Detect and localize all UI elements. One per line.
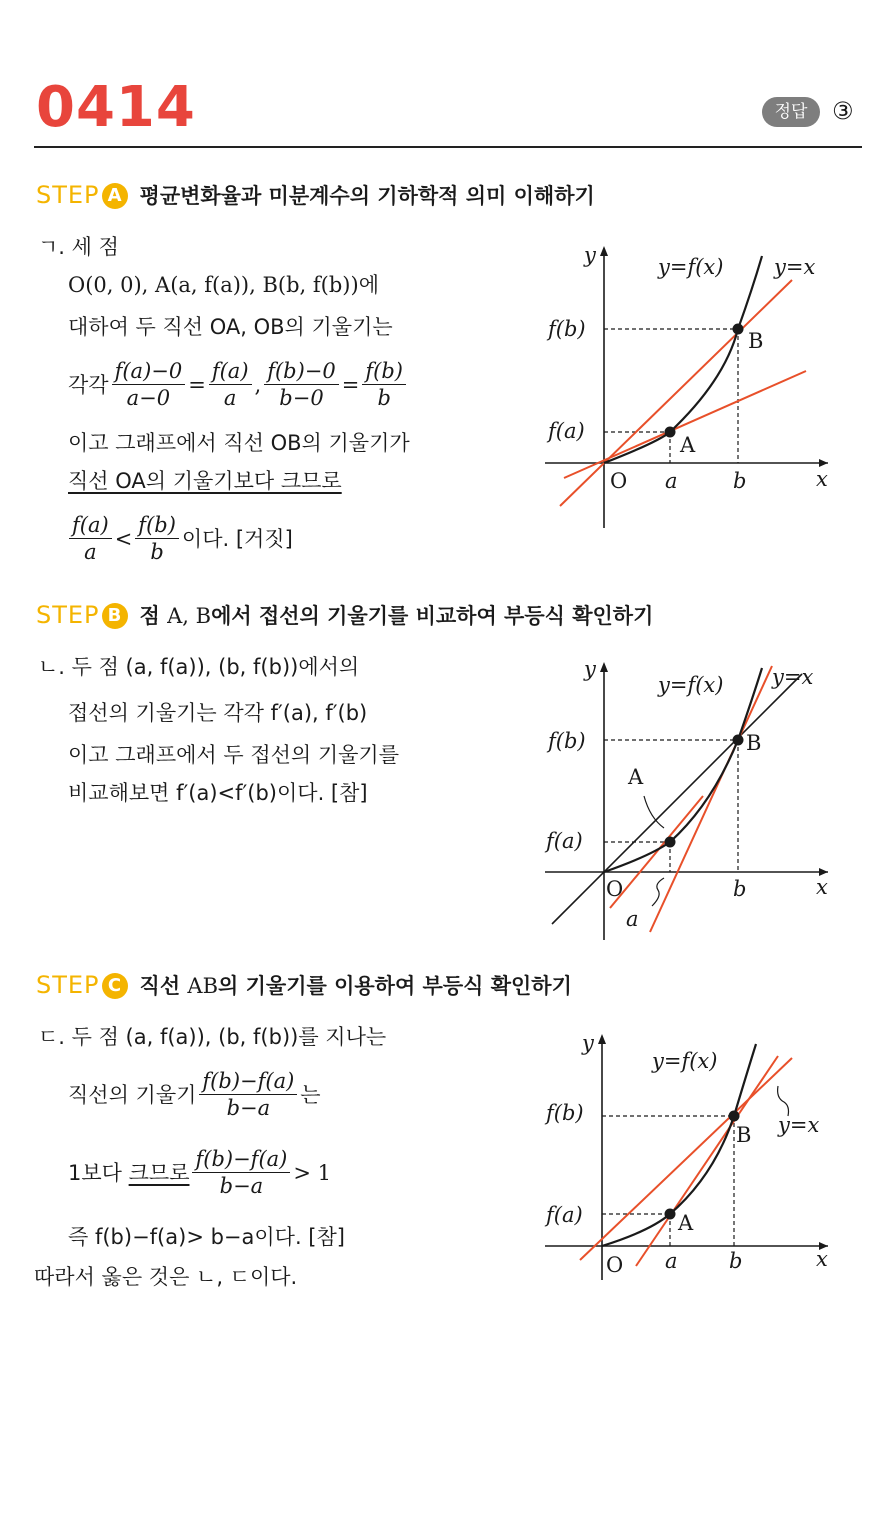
line-y-eq-x <box>552 674 802 924</box>
step-title-part: 직선 <box>139 974 188 998</box>
graph-b <box>540 656 840 946</box>
graph-c <box>540 1026 840 1286</box>
a-label: a <box>665 1249 678 1273</box>
x-axis-arrow <box>819 459 828 467</box>
callout-a <box>644 796 664 828</box>
step-a-line-2: O(0, 0), A(a, f(a)), B(b, f(b))에 <box>68 273 379 297</box>
x-label: x <box>816 875 828 899</box>
step-c-line-3-suffix: > 1 <box>293 1160 331 1185</box>
step-c-line-4: 즉 f(b)−f(a)> b−a이다. [참] <box>68 1225 345 1249</box>
fraction-numerator: f(b)−f(a) <box>199 1068 297 1095</box>
fraction-denominator: a−0 <box>126 386 171 410</box>
line-label: y=x <box>772 665 814 689</box>
step-word: STEP <box>36 181 100 209</box>
fraction-numerator: f(a) <box>69 512 112 539</box>
equals-sign: = <box>341 372 360 397</box>
fraction-fa-over-a <box>69 512 112 565</box>
fa-label: f(a) <box>548 419 585 443</box>
step-a-line-1: ㄱ. 세 점 <box>38 235 119 259</box>
step-b-line-2: 접선의 기울기는 각각 f′(a), f′(b) <box>68 701 368 725</box>
step-title-part: 점 <box>139 604 168 628</box>
step-b-heading <box>36 598 653 633</box>
b-label: b <box>733 877 747 901</box>
point-a <box>665 427 676 438</box>
step-letter-badge: B <box>102 603 128 629</box>
line-oa <box>564 371 806 478</box>
point-a-label: A <box>680 433 696 457</box>
step-c-line-3-prefix: 1보다 <box>68 1160 122 1185</box>
b-label: b <box>733 469 747 493</box>
line-label: y=x <box>774 255 816 279</box>
y-axis-arrow <box>600 246 608 256</box>
line-label: y=x <box>778 1113 820 1137</box>
step-a-line-3: 대하여 두 직선 OA, OB의 기울기는 <box>68 315 393 339</box>
point-a-label: A <box>628 765 644 789</box>
point-b <box>733 735 744 746</box>
curve-label: y=f(x) <box>652 1049 718 1073</box>
fraction-ob-simplified <box>362 358 406 411</box>
x-label: x <box>816 1247 828 1271</box>
fraction-numerator: f(b)−0 <box>264 358 339 385</box>
point-a <box>665 837 676 848</box>
point-b <box>729 1111 740 1122</box>
fraction-numerator: f(b) <box>135 512 179 539</box>
step-a-line-4-prefix: 각각 <box>68 372 109 397</box>
point-b-label: B <box>748 329 764 353</box>
a-label: a <box>626 907 639 931</box>
step-a-line-5: 이고 그래프에서 직선 OB의 기울기가 <box>68 431 410 455</box>
y-label: y <box>582 1031 594 1055</box>
step-a-line-6: 직선 OA의 기울기보다 크므로 <box>68 469 342 493</box>
step-title-points: A, B <box>167 604 212 628</box>
b-label: b <box>729 1249 743 1273</box>
fraction-numerator: f(a) <box>209 358 252 385</box>
step-letter-badge: C <box>102 973 128 999</box>
y-label: y <box>584 243 596 267</box>
x-label: x <box>816 467 828 491</box>
fraction-fb-over-b <box>135 512 179 565</box>
fraction-numerator: f(b)−f(a) <box>192 1146 290 1173</box>
step-c-line-2-prefix: 직선의 기울기 <box>68 1082 197 1107</box>
step-c-line-3-underlined: 크므로 <box>128 1160 190 1185</box>
equals-sign: = <box>188 372 206 397</box>
fa-label: f(a) <box>546 1203 583 1227</box>
conclusion-line: 따라서 옳은 것은 ㄴ, ㄷ이다. <box>34 1265 298 1289</box>
y-axis-arrow <box>598 1034 606 1044</box>
answer-badge: 정답 <box>762 97 820 127</box>
point-b <box>733 324 744 335</box>
fraction-slope-ab <box>199 1068 297 1121</box>
a-label: a <box>665 469 678 493</box>
fraction-denominator: b <box>377 386 391 410</box>
step-c-line-1: ㄷ. 두 점 (a, f(a)), (b, f(b))를 지나는 <box>38 1025 387 1049</box>
y-axis-arrow <box>600 662 608 672</box>
step-title: 평균변화율과 미분계수의 기하학적 의미 이해하기 <box>139 184 595 208</box>
step-a-line-7 <box>66 512 293 565</box>
step-b-line-1: ㄴ. 두 점 (a, f(a)), (b, f(b))에서의 <box>38 655 360 679</box>
step-c-line-3 <box>68 1146 331 1199</box>
curve-label: y=f(x) <box>658 673 724 697</box>
fraction-slope-ab-2 <box>192 1146 290 1199</box>
comma: , <box>254 372 262 397</box>
step-word: STEP <box>36 971 100 999</box>
step-a-line-4 <box>68 358 409 411</box>
step-c-line-2 <box>68 1068 321 1121</box>
step-letter-badge: A <box>102 183 128 209</box>
point-a-label: A <box>678 1211 694 1235</box>
fb-label: f(b) <box>546 1101 584 1125</box>
step-b-line-4: 비교해보면 f′(a)<f′(b)이다. [참] <box>68 781 368 805</box>
fraction-denominator: b−a <box>226 1096 271 1120</box>
step-title-part: 에서 접선의 기울기를 비교하여 부등식 확인하기 <box>211 604 654 628</box>
step-c-line-2-suffix: 는 <box>300 1082 321 1107</box>
fraction-oa-simplified <box>209 358 252 411</box>
fb-label: f(b) <box>548 317 586 341</box>
step-word: STEP <box>36 601 100 629</box>
fraction-ob <box>264 358 339 411</box>
origin-label: O <box>606 1253 624 1277</box>
curve-label: y=f(x) <box>658 255 724 279</box>
fraction-denominator: a <box>84 540 97 564</box>
line-ab <box>636 1056 778 1266</box>
fb-label: f(b) <box>548 729 586 753</box>
problem-number: 0414 <box>36 75 196 140</box>
origin-label: O <box>610 469 628 493</box>
fraction-oa <box>112 358 186 411</box>
point-b-label: B <box>736 1123 752 1147</box>
y-label: y <box>584 657 596 681</box>
fa-label: f(a) <box>546 829 583 853</box>
point-a <box>665 1209 676 1220</box>
step-a-line-7-suffix: 이다. [거짓] <box>181 526 293 551</box>
fraction-denominator: b <box>150 540 164 564</box>
fraction-denominator: b−a <box>219 1174 264 1198</box>
step-a-heading <box>36 178 595 213</box>
header-rule <box>34 146 862 148</box>
callout-line <box>778 1086 789 1116</box>
less-than-sign: < <box>114 526 133 551</box>
fraction-numerator: f(a)−0 <box>112 358 186 385</box>
step-title-line: AB <box>187 974 219 998</box>
step-b-line-3: 이고 그래프에서 두 접선의 기울기를 <box>68 743 399 767</box>
point-b-label: B <box>746 731 762 755</box>
fraction-denominator: a <box>223 386 237 410</box>
step-c-heading <box>36 968 572 1003</box>
fraction-numerator: f(b) <box>362 358 406 385</box>
origin-label: O <box>606 877 624 901</box>
callout-a-x <box>652 878 664 906</box>
step-title-part: 의 기울기를 이용하여 부등식 확인하기 <box>218 974 572 998</box>
answer-value: ③ <box>832 97 854 125</box>
tangent-at-b <box>650 666 772 932</box>
fraction-denominator: b−0 <box>279 386 324 410</box>
graph-a <box>540 238 840 538</box>
